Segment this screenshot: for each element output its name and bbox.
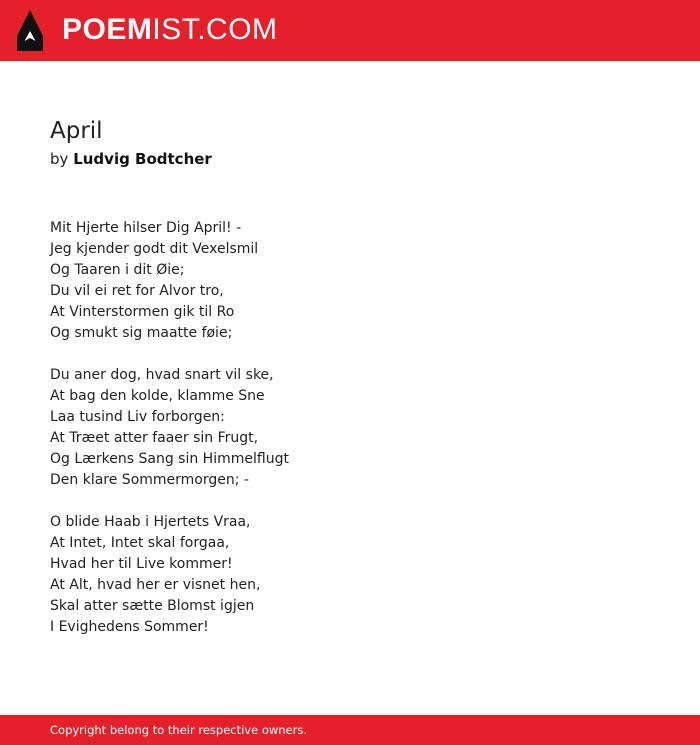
poem-line: Du aner dog, hvad snart vil ske,	[50, 367, 274, 383]
by-label: by	[50, 150, 69, 168]
poem-line: I Evighedens Sommer!	[50, 619, 209, 635]
poem-line: Og Lærkens Sang sin Himmelflugt	[50, 451, 289, 467]
pencil-icon[interactable]	[17, 10, 43, 51]
poem-line: Jeg kjender godt dit Vexelsmil	[50, 241, 259, 257]
logo-light-text: IST.COM	[152, 13, 278, 46]
poem-line: Og smukt sig maatte føie;	[50, 325, 233, 341]
byline	[50, 149, 212, 169]
poem-line: Og Taaren i dit Øie;	[50, 262, 185, 278]
stanza	[50, 218, 289, 344]
poem-title: April	[50, 118, 103, 144]
logo-bold-text: POEM	[62, 13, 153, 46]
site-header	[0, 0, 700, 61]
copyright-text: Copyright belong to their respective owners.	[50, 723, 308, 737]
poem-line: At Alt, hvad her er visnet hen,	[50, 577, 261, 593]
poem-line: At Intet, Intet skal forgaa,	[50, 535, 230, 551]
poem-line: Laa tusind Liv forborgen:	[50, 409, 225, 425]
poem-line: Skal atter sætte Blomst igjen	[50, 598, 255, 614]
poem-body	[50, 218, 289, 659]
poem-line: Den klare Sommermorgen; -	[50, 472, 249, 488]
author-name[interactable]: Ludvig Bodtcher	[73, 150, 212, 168]
site-logo[interactable]	[62, 12, 278, 48]
poem-line: Mit Hjerte hilser Dig April! -	[50, 220, 242, 236]
poem-line: At bag den kolde, klamme Sne	[50, 388, 265, 404]
site-footer	[0, 715, 700, 745]
stanza	[50, 512, 289, 638]
poem-line: Hvad her til Live kommer!	[50, 556, 233, 572]
stanza	[50, 365, 289, 491]
poem-line: At Vinterstormen gik til Ro	[50, 304, 235, 320]
poem-line: O blide Haab i Hjertets Vraa,	[50, 514, 251, 530]
poem-line: Du vil ei ret for Alvor tro,	[50, 283, 224, 299]
poem-line: At Træet atter faaer sin Frugt,	[50, 430, 259, 446]
